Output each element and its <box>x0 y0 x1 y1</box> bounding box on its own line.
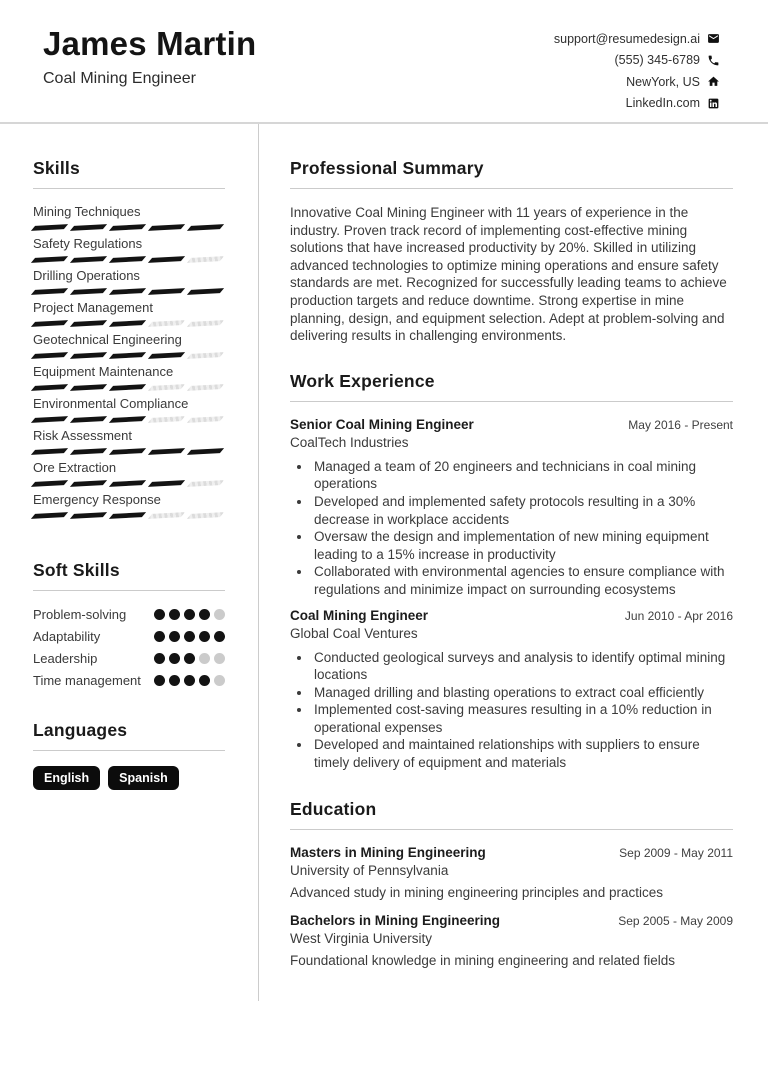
level-segment <box>187 256 224 263</box>
education-entry-head <box>290 913 733 928</box>
level-segment <box>148 256 185 263</box>
job-bullet: • Developed and implemented safety protocols resulting in a 30% decrease in workplace accidents <box>312 493 733 528</box>
level-segment <box>187 288 224 295</box>
job-bullet: • Conducted geological surveys and analysis to identify optimal mining locations <box>312 649 733 684</box>
level-segment <box>187 416 224 423</box>
skill-level-meter <box>33 513 225 518</box>
level-segment <box>70 224 107 231</box>
education-description: Advanced study in mining engineering principles and practices <box>290 884 663 900</box>
skill-item <box>33 428 225 460</box>
skill-item <box>33 300 225 332</box>
level-dot <box>199 631 210 642</box>
level-segment <box>148 512 185 519</box>
level-segment <box>31 320 68 327</box>
languages-heading: Languages <box>33 720 225 751</box>
level-segment <box>70 416 107 423</box>
level-dot <box>199 675 210 686</box>
skill-name: Equipment Maintenance <box>33 364 174 379</box>
skill-level-meter <box>33 353 225 358</box>
section-professional-summary <box>290 158 733 345</box>
soft-skill-name: Time management <box>33 673 141 688</box>
soft-skills-list <box>33 606 225 689</box>
jobs-list <box>290 417 733 772</box>
job-entry <box>290 417 733 599</box>
language-tag: Spanish <box>108 766 179 790</box>
sidebar-section-skills <box>33 158 225 524</box>
level-dot <box>154 609 165 620</box>
level-segment <box>70 384 107 391</box>
education-entry <box>290 913 733 968</box>
level-segment <box>148 416 185 423</box>
contact-email <box>554 28 720 50</box>
resume-body <box>0 124 768 1001</box>
level-segment <box>187 448 224 455</box>
level-dot <box>184 653 195 664</box>
soft-skills-heading: Soft Skills <box>33 560 225 591</box>
education-school: University of Pennsylvania <box>290 862 449 878</box>
skill-level-meter <box>33 257 225 262</box>
skill-name: Emergency Response <box>33 492 161 507</box>
soft-skill-name: Problem-solving <box>33 607 127 622</box>
skill-name: Geotechnical Engineering <box>33 332 182 347</box>
job-entry-head <box>290 417 733 432</box>
skill-name: Project Management <box>33 300 153 315</box>
job-bullet: • Managed drilling and blasting operations to extract coal efficiently <box>312 684 733 702</box>
job-company: CoalTech Industries <box>290 434 409 450</box>
level-segment <box>148 320 185 327</box>
level-segment <box>70 288 107 295</box>
education-degree: Masters in Mining Engineering <box>290 844 486 860</box>
level-segment <box>109 288 146 295</box>
skill-name: Ore Extraction <box>33 460 117 475</box>
skill-item <box>33 268 225 300</box>
level-dot <box>199 653 210 664</box>
education-dates: Sep 2009 - May 2011 <box>619 845 733 860</box>
contact-phone <box>554 50 720 72</box>
soft-skill-level-meter <box>154 628 225 642</box>
level-dot <box>214 609 225 620</box>
job-bullet: • Oversaw the design and implementation of new mining equipment leading to a 15% increase in productivity <box>312 528 733 563</box>
level-segment <box>70 480 107 487</box>
level-dot <box>184 609 195 620</box>
skill-level-meter <box>33 417 225 422</box>
level-segment <box>187 480 224 487</box>
skill-level-meter <box>33 385 225 390</box>
soft-skill-name: Leadership <box>33 651 98 666</box>
level-dot <box>184 675 195 686</box>
job-bullet: • Implemented cost-saving measures resulting in a 10% reduction in operational expenses <box>312 701 733 736</box>
education-dates: Sep 2005 - May 2009 <box>618 913 733 928</box>
job-dates: May 2016 - Present <box>628 417 733 432</box>
skill-item <box>33 204 225 236</box>
soft-skill-level-meter <box>154 672 225 686</box>
level-segment <box>70 320 107 327</box>
soft-skill-item <box>33 606 225 623</box>
section-education <box>290 799 733 968</box>
skill-item <box>33 236 225 268</box>
job-bullets <box>290 649 733 772</box>
level-segment <box>109 320 146 327</box>
level-segment <box>31 384 68 391</box>
level-dot <box>169 675 180 686</box>
level-segment <box>109 416 146 423</box>
home-icon <box>707 75 720 88</box>
soft-skill-item <box>33 650 225 667</box>
person-job-title: Coal Mining Engineer <box>43 69 196 87</box>
sidebar-section-languages <box>33 720 225 790</box>
person-name: James Martin <box>43 25 257 62</box>
summary-heading: Professional Summary <box>290 158 733 189</box>
level-segment <box>70 512 107 519</box>
contact-location-text: NewYork, US <box>626 74 700 89</box>
level-segment <box>31 256 68 263</box>
level-segment <box>70 352 107 359</box>
level-segment <box>31 448 68 455</box>
level-segment <box>148 480 185 487</box>
level-dot <box>154 675 165 686</box>
linkedin-icon <box>707 97 720 110</box>
level-segment <box>31 288 68 295</box>
education-description: Foundational knowledge in mining engineering and related fields <box>290 952 676 968</box>
contact-linkedin-text: LinkedIn.com <box>625 96 700 111</box>
level-segment <box>109 352 146 359</box>
level-dot <box>154 631 165 642</box>
level-dot <box>199 609 210 620</box>
main-column <box>259 124 768 1001</box>
level-segment <box>31 416 68 423</box>
level-dot <box>214 675 225 686</box>
education-list <box>290 845 733 968</box>
level-segment <box>109 384 146 391</box>
job-company: Global Coal Ventures <box>290 625 418 641</box>
level-segment <box>70 256 107 263</box>
soft-skill-item <box>33 672 225 689</box>
section-work-experience <box>290 371 733 772</box>
soft-skill-name: Adaptability <box>33 629 101 644</box>
soft-skill-level-meter <box>154 650 225 664</box>
level-segment <box>31 224 68 231</box>
level-segment <box>187 512 224 519</box>
level-segment <box>148 224 185 231</box>
education-heading: Education <box>290 799 733 830</box>
level-dot <box>214 631 225 642</box>
job-title: Senior Coal Mining Engineer <box>290 416 474 432</box>
soft-skill-item <box>33 628 225 645</box>
level-segment <box>187 224 224 231</box>
skill-item <box>33 364 225 396</box>
job-title: Coal Mining Engineer <box>290 607 429 623</box>
level-segment <box>148 288 185 295</box>
soft-skill-level-meter <box>154 606 225 620</box>
skill-name: Mining Techniques <box>33 204 141 219</box>
skill-name: Risk Assessment <box>33 428 132 443</box>
skill-level-meter <box>33 225 225 230</box>
skill-name: Safety Regulations <box>33 236 143 251</box>
skills-heading: Skills <box>33 158 225 189</box>
level-dot <box>214 653 225 664</box>
resume-header <box>0 0 768 124</box>
level-dot <box>169 631 180 642</box>
skill-level-meter <box>33 449 225 454</box>
skill-item <box>33 332 225 364</box>
level-dot <box>184 631 195 642</box>
level-segment <box>70 448 107 455</box>
skill-item <box>33 492 225 524</box>
level-segment <box>109 512 146 519</box>
level-segment <box>31 480 68 487</box>
skills-list <box>33 204 225 524</box>
sidebar <box>0 124 259 1001</box>
level-dot <box>169 653 180 664</box>
job-bullets <box>290 458 733 599</box>
level-dot <box>169 609 180 620</box>
level-segment <box>187 320 224 327</box>
level-segment <box>109 256 146 263</box>
education-degree: Bachelors in Mining Engineering <box>290 912 501 928</box>
skill-level-meter <box>33 481 225 486</box>
skill-item <box>33 396 225 428</box>
contact-block <box>554 28 720 114</box>
level-segment <box>109 448 146 455</box>
level-segment <box>31 352 68 359</box>
job-bullet: • Developed and maintained relationships with suppliers to ensure timely delivery of equipment and materials <box>312 736 733 771</box>
level-segment <box>187 352 224 359</box>
job-entry <box>290 608 733 772</box>
skill-level-meter <box>33 289 225 294</box>
level-segment <box>31 512 68 519</box>
level-segment <box>148 448 185 455</box>
sidebar-section-soft-skills <box>33 560 225 689</box>
phone-icon <box>707 54 720 67</box>
skill-item <box>33 460 225 492</box>
skill-name: Environmental Compliance <box>33 396 189 411</box>
level-segment <box>148 384 185 391</box>
level-segment <box>187 384 224 391</box>
experience-heading: Work Experience <box>290 371 733 402</box>
job-bullet: • Collaborated with environmental agencies to ensure compliance with regulations and minimize impact on surrounding ecosystems <box>312 563 733 598</box>
job-bullet: • Managed a team of 20 engineers and technicians in coal mining operations <box>312 458 733 493</box>
job-dates: Jun 2010 - Apr 2016 <box>624 608 733 623</box>
contact-phone-text: (555) 345-6789 <box>614 53 700 68</box>
education-entry <box>290 845 733 900</box>
education-school: West Virginia University <box>290 930 433 946</box>
email-icon <box>707 32 720 45</box>
level-dot <box>154 653 165 664</box>
contact-linkedin <box>554 93 720 115</box>
contact-location <box>554 71 720 93</box>
level-segment <box>148 352 185 359</box>
skill-name: Drilling Operations <box>33 268 140 283</box>
language-tag: English <box>33 766 100 790</box>
languages-list <box>33 766 225 790</box>
level-segment <box>109 480 146 487</box>
skill-level-meter <box>33 321 225 326</box>
identity-block <box>43 25 256 88</box>
level-segment <box>109 224 146 231</box>
contact-email-text: support@resumedesign.ai <box>553 31 700 46</box>
job-entry-head <box>290 608 733 623</box>
education-entry-head <box>290 845 733 860</box>
summary-text: Innovative Coal Mining Engineer with 11 years of experience in the industry. Proven track record of implementing cost-effective mining solutions that have increased productivity by 20%. Skilled in utilizing advanced technologies to optimize mining operations and ensure safety standards are met. Recognized for successfully leading teams to achieve production targets and reduce downtime. Strong expertise in mine planning, design, and equipment selection. Adept at problem-solving and delivering results in challenging environments. <box>290 205 727 344</box>
